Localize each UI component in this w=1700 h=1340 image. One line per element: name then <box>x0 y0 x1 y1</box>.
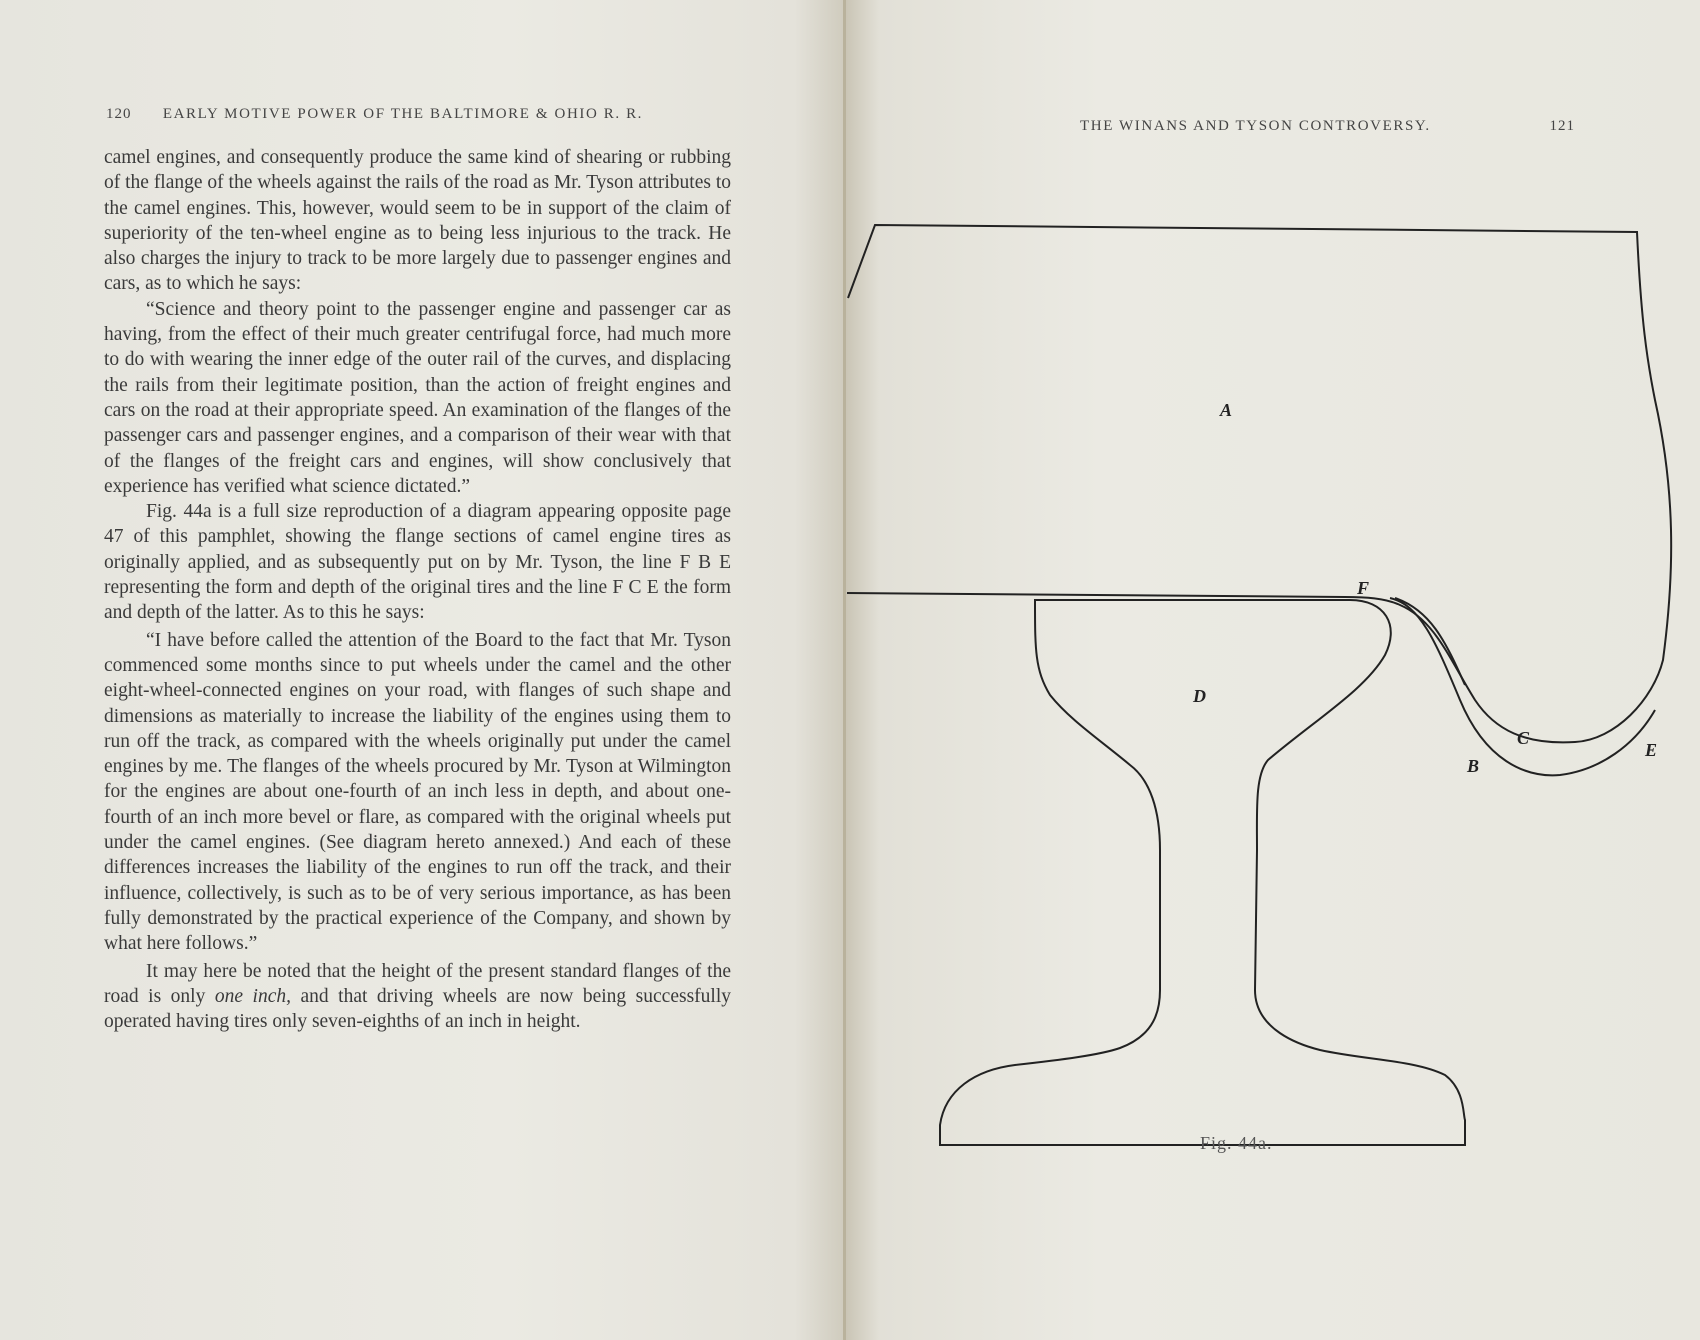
label-a: A <box>1220 400 1233 420</box>
label-d: D <box>1193 686 1206 706</box>
right-running-title: THE WINANS AND TYSON CONTROVERSY. <box>1080 118 1431 134</box>
figure-caption: Fig. 44a. <box>1200 1133 1273 1153</box>
paragraph-emphasis: one inch, <box>214 985 291 1007</box>
left-page-number: 120 <box>106 106 132 122</box>
wheel-tire-outline <box>847 225 1671 742</box>
paragraph: camel engines, and consequently produce the same kind of shearing or rubbing of the flange of the wheels against the rails of the road as Mr. Tyson attributes to the camel engines. This, however, would seem to be in support of the claim of superiority of the ten-wheel engine as to being less injurious to the track. He also charges the injury to track to be more largely due to passenger engines and cars, as to which he says: <box>104 147 731 295</box>
paragraph-text: and that driving wheels are now being successfully operated having tires only seven-eighths of an inch in height. <box>104 985 731 1033</box>
flange-diagram-svg <box>845 200 1700 1180</box>
body-text <box>104 145 731 1034</box>
paragraph: “I have before called the attention of the Board to the fact that Mr. Tyson commenced some months since to put wheels under the camel and the other eight-wheel-connected engines on your road, with flanges of such shape and dimensions as materially to increase the liability of the engines using them to run off the track, as compared with the wheels originally put under the camel engines by me. The flanges of the wheels procured by Mr. Tyson at Wilmington for the engines are about one-fourth of an inch less in depth, and about one-fourth of an inch more bevel or flare, as compared with the original wheels put under the camel engines. (See diagram hereto annexed.) And each of these differences increases the liability of the engines to run off the track, and their influence, collectively, is such as to be of very serious importance, as has been fully demonstrated by the practical experience of the Company, and shown by what here follows.” <box>104 629 731 955</box>
right-running-head <box>1080 118 1575 135</box>
label-c: C <box>1517 728 1530 748</box>
flange-diagram <box>845 200 1700 1180</box>
right-page-number: 121 <box>1549 118 1575 134</box>
flange-line-inner <box>1395 598 1465 685</box>
label-e: E <box>1645 740 1658 760</box>
label-b: B <box>1467 756 1480 776</box>
left-running-head <box>106 106 726 123</box>
paragraph-last <box>104 959 731 1035</box>
paragraph: “Science and theory point to the passenger engine and passenger car as having, from the effect of their much greater centrifugal force, had much more to do with wearing the inner edge of the outer rail of the curves, and displacing the rails from their legitimate position, than the action of freight engines and cars on the road at their appropriate speed. An examination of the flanges of the passenger cars and passenger engines, and a comparison of their wear with that of the flanges of the freight cars and engines, will show conclusively that experience has verified what science dictated.” <box>104 298 731 497</box>
paragraph-text: It may here be noted that the height of the present standard flanges of the road is only <box>104 960 731 1007</box>
paragraph: Fig. 44a is a full size reproduction of a diagram appearing opposite page 47 of this pamphlet, showing the flange sections of camel engine tires as originally applied, and as subsequently put on by Mr. Tyson, the line F B E representing the form and depth of the original tires and the line F C E the form and depth of the latter. As to this he says: <box>104 501 731 624</box>
rail-section <box>940 600 1465 1145</box>
left-running-title: EARLY MOTIVE POWER OF THE BALTIMORE & OHIO R. R. <box>162 106 644 122</box>
label-f: F <box>1357 578 1370 598</box>
